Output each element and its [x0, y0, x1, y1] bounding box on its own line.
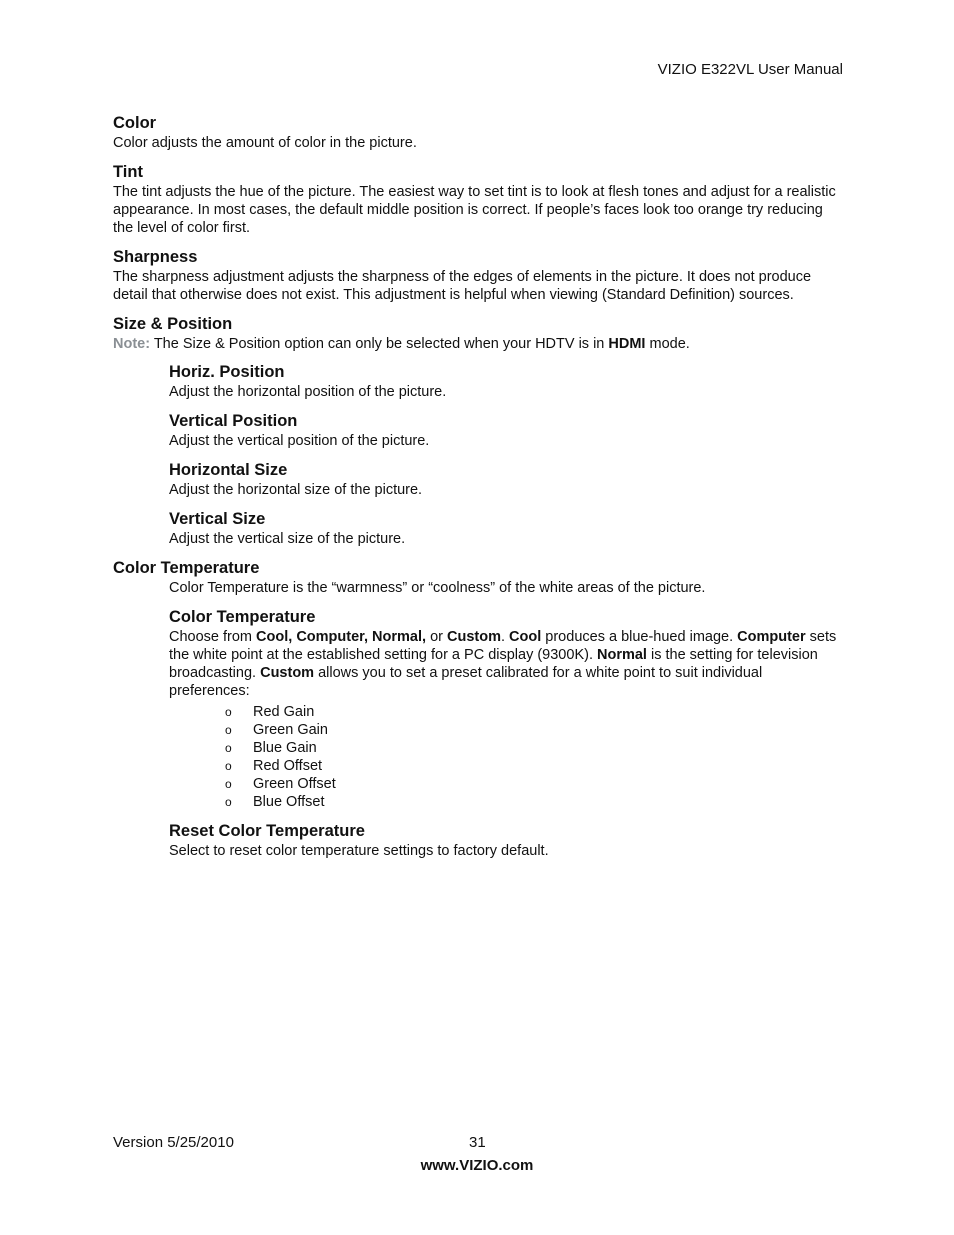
subsection-text: Select to reset color temperature settings to factory default. — [169, 843, 549, 859]
section-text: The sharpness adjustment adjusts the sharpness of the edges of elements in the picture. It does not produce detail that otherwise does not exist. This adjustment is helpful when viewing (Standard Definition) sources. — [113, 269, 812, 303]
subsection-text: Adjust the vertical position of the picture. — [169, 433, 430, 449]
subsection-horiz-position — [169, 361, 843, 401]
subsection-heading: Color Temperature — [169, 608, 316, 626]
section-size-position — [113, 313, 843, 353]
circle-bullet-icon: o — [225, 705, 232, 719]
section-heading: Sharpness — [113, 248, 198, 266]
subsection-vertical-size — [169, 508, 843, 548]
section-heading: Size & Position — [113, 315, 233, 333]
subsection-reset-color-temperature — [169, 820, 843, 860]
section-text: The tint adjusts the hue of the picture. The easiest way to set tint is to look at flesh tones and adjust for a realistic appearance. In most cases, the default middle position is correct. If people’s faces look too orange try reducing the level of color first. — [113, 184, 836, 236]
section-heading: Color — [113, 114, 157, 132]
subsection-heading: Reset Color Temperature — [169, 822, 365, 840]
footer-url: www.VIZIO.com — [420, 1157, 534, 1174]
list-item: o Blue Offset — [225, 794, 325, 810]
circle-bullet-icon: o — [225, 741, 232, 755]
header-title: VIZIO E322VL User Manual — [657, 61, 843, 78]
subsection-text: Adjust the vertical size of the picture. — [169, 531, 406, 547]
section-color-temperature — [113, 557, 843, 597]
section-heading: Color Temperature — [113, 559, 260, 577]
circle-bullet-icon: o — [225, 723, 232, 737]
subsection-heading: Horiz. Position — [169, 363, 285, 381]
section-text: Color adjusts the amount of color in the picture. — [113, 135, 417, 151]
subsection-heading: Vertical Size — [169, 510, 266, 528]
list-item: o Red Offset — [225, 758, 323, 774]
subsection-color-temperature — [169, 606, 843, 811]
list-item: o Green Offset — [225, 776, 336, 792]
circle-bullet-icon: o — [225, 795, 232, 809]
list-item: o Green Gain — [225, 722, 328, 738]
subsection-heading: Horizontal Size — [169, 461, 288, 479]
circle-bullet-icon: o — [225, 777, 232, 791]
section-color — [113, 112, 843, 152]
document-body — [113, 112, 843, 860]
subsection-text: Choose from Cool, Computer, Normal, or Custom. Cool produces a blue-hued image. Computer sets the white point at the established setting for a PC display (9300K). Normal is the setting for television broadcasting. Custom allows you to set a preset calibrated for a white point to suit individual preferences: — [169, 629, 837, 699]
section-tint — [113, 161, 843, 237]
subsection-horizontal-size — [169, 459, 843, 499]
section-sharpness — [113, 246, 843, 304]
section-heading: Tint — [113, 163, 143, 181]
subsection-heading: Vertical Position — [169, 412, 298, 430]
circle-bullet-icon: o — [225, 759, 232, 773]
subsection-text: Adjust the horizontal position of the picture. — [169, 384, 447, 400]
section-text: Color Temperature is the “warmness” or “coolness” of the white areas of the picture. — [169, 580, 706, 596]
note-text: Note: The Size & Position option can only be selected when your HDTV is in HDMI mode. — [113, 336, 690, 352]
option-list — [169, 703, 843, 811]
subsection-vertical-position — [169, 410, 843, 450]
list-item: o Blue Gain — [225, 740, 317, 756]
note-label: Note: — [113, 336, 151, 352]
page-number: 31 — [469, 1134, 486, 1151]
subsection-text: Adjust the horizontal size of the picture. — [169, 482, 423, 498]
list-item: o Red Gain — [225, 704, 315, 720]
footer-version: Version 5/25/2010 — [113, 1134, 234, 1151]
